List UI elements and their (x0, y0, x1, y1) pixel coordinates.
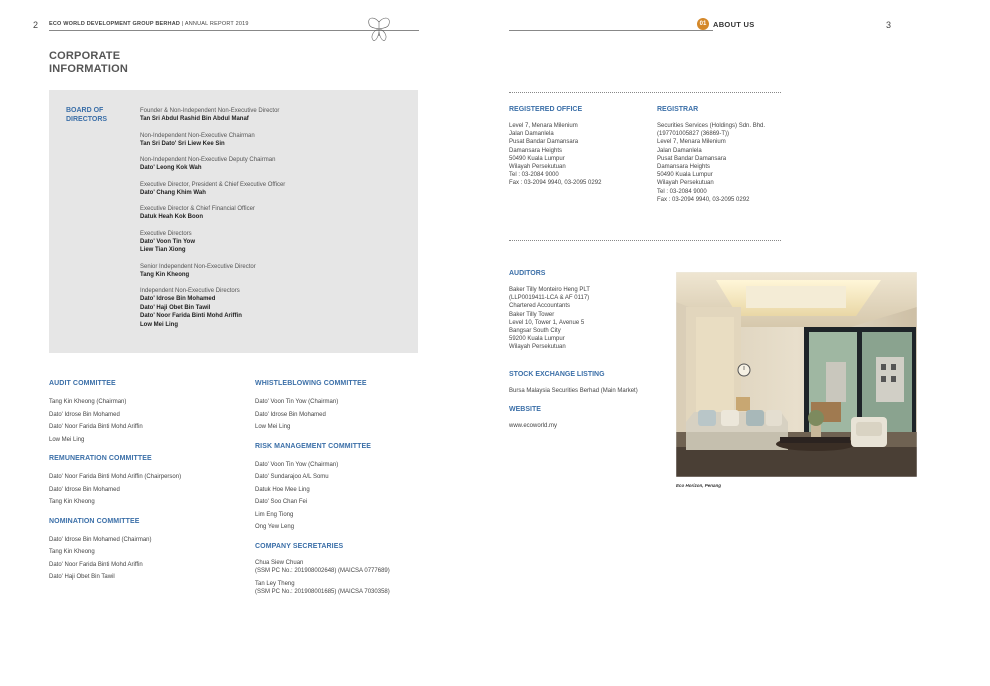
committee-member: Tang Kin Kheong (49, 549, 95, 555)
committee-member: Tang Kin Kheong (Chairman) (49, 399, 127, 405)
committee-block (49, 518, 249, 584)
committee-heading: RISK MANAGEMENT COMMITTEE (255, 442, 372, 450)
registrar-line: (197701005827 (36869-T)) (657, 131, 730, 138)
stock-text: Bursa Malaysia Securities Berhad (Main Market) (509, 388, 638, 394)
page-number-left: 2 (33, 20, 39, 30)
director-name: Dato' Haji Obet Bin Tawil (140, 304, 211, 311)
director-name: Dato' Idrose Bin Mohamed (140, 296, 216, 302)
board-heading-line1: BOARD OF (66, 107, 104, 114)
director-name: Tan Sri Abdul Rashid Bin Abdul Manaf (140, 116, 249, 122)
committee-member: Low Mei Ling (255, 424, 291, 430)
committee-block (255, 443, 455, 534)
registered-office-heading: REGISTERED OFFICE (509, 106, 583, 113)
committee-block (49, 380, 249, 446)
committee-member: Tang Kin Kheong (49, 499, 95, 505)
secretary-item (255, 559, 455, 576)
registered-office-line: Tel : 03-2084 9000 (509, 172, 559, 179)
registrar-line: Damansara Heights (657, 164, 711, 171)
auditors-line: Chartered Accountants (509, 303, 571, 310)
auditors-line: Level 10, Tower 1, Avenue 5 (509, 319, 585, 326)
director-group (140, 132, 410, 149)
board-heading (66, 107, 121, 124)
photo-caption: Eco Horizon, Penang (676, 483, 722, 488)
auditors (509, 270, 669, 352)
committee-member: Low Mei Ling (49, 436, 85, 443)
registrar-line: 50490 Kuala Lumpur (657, 172, 713, 179)
auditors-line: Wilayah Persekutuan (509, 344, 566, 351)
website-heading: WEBSITE (509, 406, 541, 413)
section-number-badge: 01 (697, 18, 709, 30)
website (509, 406, 669, 430)
directors-list (140, 107, 410, 337)
page-title (49, 50, 128, 76)
butterfly-logo-icon (364, 14, 394, 44)
director-name: Tang Kin Kheong (140, 271, 190, 278)
committee-member: Dato' Voon Tin Yow (Chairman) (255, 461, 339, 468)
committee-member: Ong Yew Leng (255, 524, 295, 530)
director-role: Independent Non-Executive Directors (140, 288, 240, 294)
committee-block (49, 455, 249, 509)
committee-block (255, 380, 455, 434)
secretaries-heading: COMPANY SECRETARIES (255, 542, 344, 550)
director-group (140, 205, 410, 222)
registrar (657, 106, 797, 204)
auditors-line: Bangsar South City (509, 328, 561, 335)
auditors-line: (LLP0019411-LCA & AF 0117) (509, 295, 590, 302)
committee-member: Dato' Sundarajoo A/L Somu (255, 474, 329, 480)
auditors-line: 59200 Kuala Lumpur (509, 336, 565, 343)
director-group (140, 181, 410, 198)
secretary-detail: (SSM PC No.: 201908001685) (MAICSA 7030358) (255, 589, 390, 595)
registrar-line: Jalan Damanlela (657, 147, 702, 154)
director-group (140, 263, 410, 280)
running-header (49, 21, 249, 27)
secretary-item (255, 580, 455, 597)
committee-member: Dato' Noor Farida Binti Mohd Ariffin (Chairperson) (49, 474, 182, 480)
auditors-line: Baker Tilly Monteiro Heng PLT (509, 287, 590, 293)
director-group (140, 107, 410, 124)
committee-member: Dato' Idrose Bin Mohamed (255, 411, 326, 418)
secretary-detail: (SSM PC No.: 201908002648) (MAICSA 0777689) (255, 568, 390, 574)
director-role: Executive Director, President & Chief Executive Officer (140, 181, 286, 188)
page-title-line2: INFORMATION (49, 63, 128, 75)
committee-member: Dato' Idrose Bin Mohamed (49, 486, 120, 493)
director-name: Dato' Voon Tin Yow (140, 238, 195, 245)
committee-member: Dato' Voon Tin Yow (Chairman) (255, 399, 339, 405)
director-name: Dato' Chang Khim Wah (140, 189, 206, 196)
report-name: ANNUAL REPORT 2019 (184, 21, 249, 27)
committee-member: Lim Eng Tiong (255, 511, 294, 518)
director-group (140, 156, 410, 173)
registrar-line: Tel : 03-2084 9000 (657, 188, 707, 195)
registrar-heading: REGISTRAR (657, 106, 699, 113)
stock-exchange-listing (509, 371, 674, 395)
director-role: Executive Director & Chief Financial Officer (140, 206, 255, 212)
page-number-right: 3 (886, 20, 892, 30)
company-secretaries (255, 543, 455, 597)
board-heading-line2: DIRECTORS (66, 115, 108, 123)
right-page (495, 0, 990, 686)
auditors-line: Baker Tilly Tower (509, 311, 555, 318)
committee-heading: AUDIT COMMITTEE (49, 380, 116, 387)
registrar-line: Wilayah Persekutuan (657, 180, 714, 187)
dotted-divider-top (509, 92, 781, 93)
registered-office-line: 50490 Kuala Lumpur (509, 155, 565, 162)
director-role: Founder & Non-Independent Non-Executive Director (140, 108, 280, 114)
committee-member: Dato' Noor Farida Binti Mohd Ariffin (49, 424, 143, 430)
committee-member: Dato' Haji Obet Bin Tawil (49, 574, 115, 580)
header-rule-right (509, 30, 713, 31)
registered-office-line: Jalan Damanlela (509, 131, 554, 138)
registered-office-line: Wilayah Persekutuan (509, 164, 566, 171)
registered-office-line: Level 7, Menara Milenium (509, 123, 578, 129)
company-name: ECO WORLD DEVELOPMENT GROUP BERHAD (49, 21, 181, 27)
committee-member: Dato' Noor Farida Binti Mohd Ariffin (49, 561, 143, 568)
section-title: ABOUT US (713, 20, 755, 29)
director-name: Liew Tian Xiong (140, 247, 186, 253)
registered-office (509, 106, 649, 188)
auditors-heading: AUDITORS (509, 270, 546, 277)
registrar-line: Level 7, Menara Milenium (657, 139, 726, 146)
registered-office-line: Fax : 03-2094 9940, 03-2095 0292 (509, 180, 602, 187)
director-group (140, 230, 410, 255)
director-role: Executive Directors (140, 230, 192, 237)
director-role: Non-Independent Non-Executive Deputy Chairman (140, 157, 276, 163)
header-separator: | (181, 21, 184, 27)
director-name: Dato' Leong Kok Wah (140, 165, 202, 171)
committee-member: Dato' Idrose Bin Mohamed (49, 411, 120, 418)
stock-heading: STOCK EXCHANGE LISTING (509, 371, 605, 378)
director-role: Senior Independent Non-Executive Director (140, 263, 256, 270)
director-role: Non-Independent Non-Executive Chairman (140, 132, 255, 139)
registered-office-line: Damansara Heights (509, 147, 563, 154)
committee-member: Datuk Hoe Mee Ling (255, 486, 310, 493)
board-of-directors-box (49, 90, 418, 353)
committee-member: Dato' Idrose Bin Mohamed (Chairman) (49, 536, 152, 543)
committees-column-left (49, 380, 249, 593)
committees-column-right (255, 380, 455, 606)
dotted-divider-middle (509, 240, 781, 241)
committee-heading: NOMINATION COMMITTEE (49, 517, 140, 525)
registrar-line: Fax : 03-2094 9940, 03-2095 0292 (657, 196, 750, 203)
director-name: Dato' Noor Farida Binti Mohd Ariffin (140, 313, 242, 319)
director-name: Datuk Heah Kok Boon (140, 214, 204, 220)
secretary-name: Tan Ley Theng (255, 580, 295, 587)
registered-office-line: Pusat Bandar Damansara (509, 139, 579, 146)
director-name: Tan Sri Dato' Sri Liew Kee Sin (140, 140, 225, 147)
secretary-name: Chua Siew Chuan (255, 559, 304, 566)
website-link[interactable]: www.ecoworld.my (509, 423, 558, 429)
registrar-line: Pusat Bandar Damansara (657, 155, 727, 162)
registrar-line: Securities Services (Holdings) Sdn. Bhd. (657, 123, 766, 129)
director-name: Low Mei Ling (140, 321, 178, 328)
committee-heading: REMUNERATION COMMITTEE (49, 455, 152, 462)
committee-member: Dato' Soo Chan Fei (255, 499, 308, 505)
committee-heading: WHISTLEBLOWING COMMITTEE (255, 380, 367, 387)
interior-photo (676, 272, 917, 477)
page-title-line1: CORPORATE (49, 50, 121, 62)
director-group (140, 287, 410, 329)
